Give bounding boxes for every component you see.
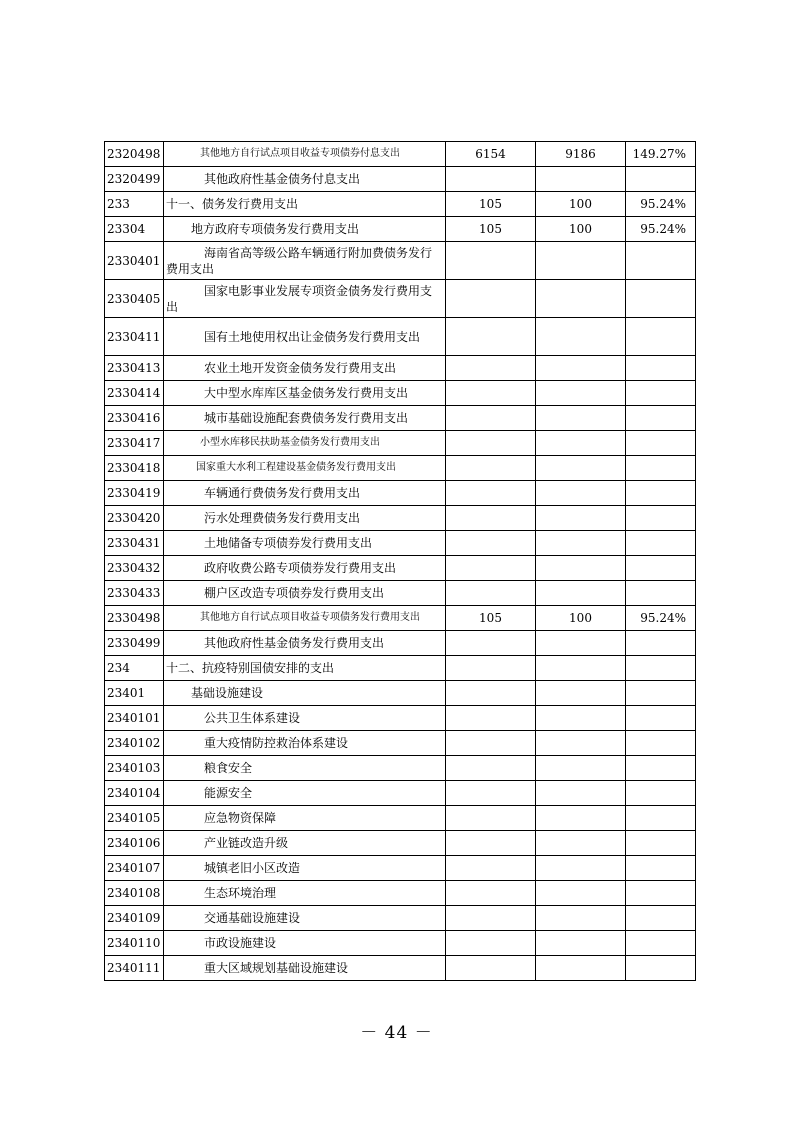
row-value-1	[446, 681, 536, 706]
row-name: 市政设施建设	[164, 931, 446, 956]
table-row	[105, 506, 696, 531]
table-row	[105, 656, 696, 681]
row-value-2	[536, 581, 626, 606]
row-value-2	[536, 681, 626, 706]
row-value-2: 100	[536, 217, 626, 242]
row-code: 2330420	[105, 506, 164, 531]
row-code: 2340103	[105, 756, 164, 781]
row-percent	[626, 456, 696, 481]
page-number: － 44 －	[360, 1023, 433, 1043]
row-value-2	[536, 242, 626, 280]
row-name: 国家重大水利工程建设基金债务发行费用支出	[164, 456, 446, 481]
row-value-2	[536, 881, 626, 906]
table-row	[105, 731, 696, 756]
row-code: 2330433	[105, 581, 164, 606]
row-value-2	[536, 406, 626, 431]
row-name: 其他地方自行试点项目收益专项债券付息支出	[164, 142, 446, 167]
row-percent	[626, 431, 696, 456]
row-code: 2340105	[105, 806, 164, 831]
row-value-1	[446, 831, 536, 856]
table-row	[105, 242, 696, 280]
row-name: 污水处理费债务发行费用支出	[164, 506, 446, 531]
row-code: 234	[105, 656, 164, 681]
row-value-1	[446, 756, 536, 781]
row-value-1: 105	[446, 606, 536, 631]
row-value-2	[536, 356, 626, 381]
row-value-2	[536, 280, 626, 318]
row-code: 2330414	[105, 381, 164, 406]
row-value-1: 6154	[446, 142, 536, 167]
row-name: 大中型水库库区基金债务发行费用支出	[164, 381, 446, 406]
row-code: 2340111	[105, 956, 164, 981]
row-value-2	[536, 481, 626, 506]
table-row	[105, 481, 696, 506]
row-value-1	[446, 856, 536, 881]
row-code: 2330418	[105, 456, 164, 481]
table-row	[105, 356, 696, 381]
row-percent	[626, 906, 696, 931]
row-code: 2320499	[105, 167, 164, 192]
row-code: 2340109	[105, 906, 164, 931]
table-row	[105, 781, 696, 806]
row-value-2	[536, 931, 626, 956]
row-percent	[626, 956, 696, 981]
table-row	[105, 318, 696, 356]
row-value-2	[536, 167, 626, 192]
row-percent	[626, 931, 696, 956]
row-value-1	[446, 280, 536, 318]
row-code: 2330432	[105, 556, 164, 581]
table-row	[105, 831, 696, 856]
row-name: 国家电影事业发展专项资金债务发行费用支出	[164, 280, 446, 318]
row-percent: 95.24%	[626, 192, 696, 217]
row-name: 交通基础设施建设	[164, 906, 446, 931]
table-row	[105, 856, 696, 881]
row-code: 2340104	[105, 781, 164, 806]
row-value-1	[446, 581, 536, 606]
row-percent	[626, 318, 696, 356]
row-code: 2330498	[105, 606, 164, 631]
row-value-2	[536, 856, 626, 881]
row-value-2	[536, 706, 626, 731]
row-value-2	[536, 906, 626, 931]
table-row	[105, 756, 696, 781]
row-value-1	[446, 906, 536, 931]
row-value-2	[536, 431, 626, 456]
row-value-1	[446, 356, 536, 381]
table-row	[105, 881, 696, 906]
row-value-1: 105	[446, 217, 536, 242]
row-value-1	[446, 956, 536, 981]
row-code: 2330431	[105, 531, 164, 556]
row-code: 2340101	[105, 706, 164, 731]
row-code: 2340106	[105, 831, 164, 856]
table-row	[105, 431, 696, 456]
row-value-2	[536, 656, 626, 681]
table-row	[105, 280, 696, 318]
row-percent	[626, 167, 696, 192]
row-value-1	[446, 931, 536, 956]
row-name: 城镇老旧小区改造	[164, 856, 446, 881]
row-percent	[626, 756, 696, 781]
row-value-1	[446, 656, 536, 681]
row-name: 棚户区改造专项债券发行费用支出	[164, 581, 446, 606]
row-percent: 95.24%	[626, 606, 696, 631]
row-value-1	[446, 806, 536, 831]
row-name: 粮食安全	[164, 756, 446, 781]
row-value-1	[446, 556, 536, 581]
row-code: 2330417	[105, 431, 164, 456]
row-percent	[626, 831, 696, 856]
row-value-2	[536, 456, 626, 481]
table-row	[105, 456, 696, 481]
row-value-2	[536, 831, 626, 856]
table-row	[105, 931, 696, 956]
row-percent	[626, 481, 696, 506]
row-value-2	[536, 781, 626, 806]
row-percent	[626, 681, 696, 706]
row-percent	[626, 242, 696, 280]
row-value-1	[446, 318, 536, 356]
table-row	[105, 606, 696, 631]
table-row	[105, 706, 696, 731]
row-value-1	[446, 242, 536, 280]
row-code: 2340107	[105, 856, 164, 881]
row-code: 2320498	[105, 142, 164, 167]
row-code: 2330411	[105, 318, 164, 356]
row-code: 2330413	[105, 356, 164, 381]
row-name: 重大区域规划基础设施建设	[164, 956, 446, 981]
row-percent	[626, 731, 696, 756]
row-name: 基础设施建设	[164, 681, 446, 706]
budget-table	[104, 141, 696, 981]
row-code: 2330416	[105, 406, 164, 431]
row-percent	[626, 881, 696, 906]
row-percent	[626, 531, 696, 556]
row-code: 233	[105, 192, 164, 217]
row-name: 公共卫生体系建设	[164, 706, 446, 731]
table-row	[105, 631, 696, 656]
row-name: 十一、债务发行费用支出	[164, 192, 446, 217]
row-value-1	[446, 431, 536, 456]
table-row	[105, 192, 696, 217]
row-percent	[626, 856, 696, 881]
row-code: 2330419	[105, 481, 164, 506]
table-row	[105, 681, 696, 706]
table-row	[105, 531, 696, 556]
table-row	[105, 142, 696, 167]
row-code: 23401	[105, 681, 164, 706]
row-value-1	[446, 381, 536, 406]
row-value-1: 105	[446, 192, 536, 217]
row-value-1	[446, 706, 536, 731]
row-name: 能源安全	[164, 781, 446, 806]
row-percent	[626, 781, 696, 806]
row-value-1	[446, 881, 536, 906]
row-value-2	[536, 806, 626, 831]
row-name: 生态环境治理	[164, 881, 446, 906]
row-value-2: 100	[536, 192, 626, 217]
row-name: 政府收费公路专项债券发行费用支出	[164, 556, 446, 581]
table-row	[105, 956, 696, 981]
row-value-2	[536, 756, 626, 781]
row-value-2	[536, 506, 626, 531]
row-value-1	[446, 481, 536, 506]
row-value-1	[446, 456, 536, 481]
row-value-2	[536, 631, 626, 656]
row-name: 车辆通行费债务发行费用支出	[164, 481, 446, 506]
row-value-1	[446, 506, 536, 531]
row-percent	[626, 406, 696, 431]
row-percent	[626, 280, 696, 318]
row-code: 2340108	[105, 881, 164, 906]
table-row	[105, 217, 696, 242]
row-value-2	[536, 556, 626, 581]
row-value-2	[536, 731, 626, 756]
row-value-2: 9186	[536, 142, 626, 167]
row-name: 十二、抗疫特别国债安排的支出	[164, 656, 446, 681]
row-percent	[626, 656, 696, 681]
row-name: 重大疫情防控救治体系建设	[164, 731, 446, 756]
row-value-2	[536, 318, 626, 356]
table-row	[105, 406, 696, 431]
row-value-1	[446, 731, 536, 756]
row-name: 其他政府性基金债务付息支出	[164, 167, 446, 192]
row-code: 23304	[105, 217, 164, 242]
row-value-1	[446, 631, 536, 656]
row-name: 土地储备专项债券发行费用支出	[164, 531, 446, 556]
table-row	[105, 556, 696, 581]
row-name: 其他政府性基金债务发行费用支出	[164, 631, 446, 656]
table-row	[105, 581, 696, 606]
row-value-1	[446, 531, 536, 556]
table-row	[105, 906, 696, 931]
row-percent: 95.24%	[626, 217, 696, 242]
row-code: 2330499	[105, 631, 164, 656]
row-name: 国有土地使用权出让金债务发行费用支出	[164, 318, 446, 356]
row-code: 2340110	[105, 931, 164, 956]
row-name: 地方政府专项债务发行费用支出	[164, 217, 446, 242]
row-name: 海南省高等级公路车辆通行附加费债务发行费用支出	[164, 242, 446, 280]
row-name: 农业土地开发资金债务发行费用支出	[164, 356, 446, 381]
row-value-1	[446, 781, 536, 806]
table-row	[105, 806, 696, 831]
row-value-2	[536, 531, 626, 556]
row-percent	[626, 506, 696, 531]
table-row	[105, 167, 696, 192]
row-name: 小型水库移民扶助基金债务发行费用支出	[164, 431, 446, 456]
row-name: 其他地方自行试点项目收益专项债务发行费用支出	[164, 606, 446, 631]
table-row	[105, 381, 696, 406]
row-percent	[626, 631, 696, 656]
row-code: 2340102	[105, 731, 164, 756]
row-percent	[626, 556, 696, 581]
row-percent	[626, 381, 696, 406]
row-value-1	[446, 167, 536, 192]
row-name: 城市基础设施配套费债务发行费用支出	[164, 406, 446, 431]
row-code: 2330401	[105, 242, 164, 280]
row-percent	[626, 356, 696, 381]
row-value-2	[536, 956, 626, 981]
row-name: 产业链改造升级	[164, 831, 446, 856]
row-percent	[626, 806, 696, 831]
row-value-1	[446, 406, 536, 431]
row-percent	[626, 706, 696, 731]
row-name: 应急物资保障	[164, 806, 446, 831]
row-value-2: 100	[536, 606, 626, 631]
row-value-2	[536, 381, 626, 406]
row-code: 2330405	[105, 280, 164, 318]
row-percent: 149.27%	[626, 142, 696, 167]
row-percent	[626, 581, 696, 606]
